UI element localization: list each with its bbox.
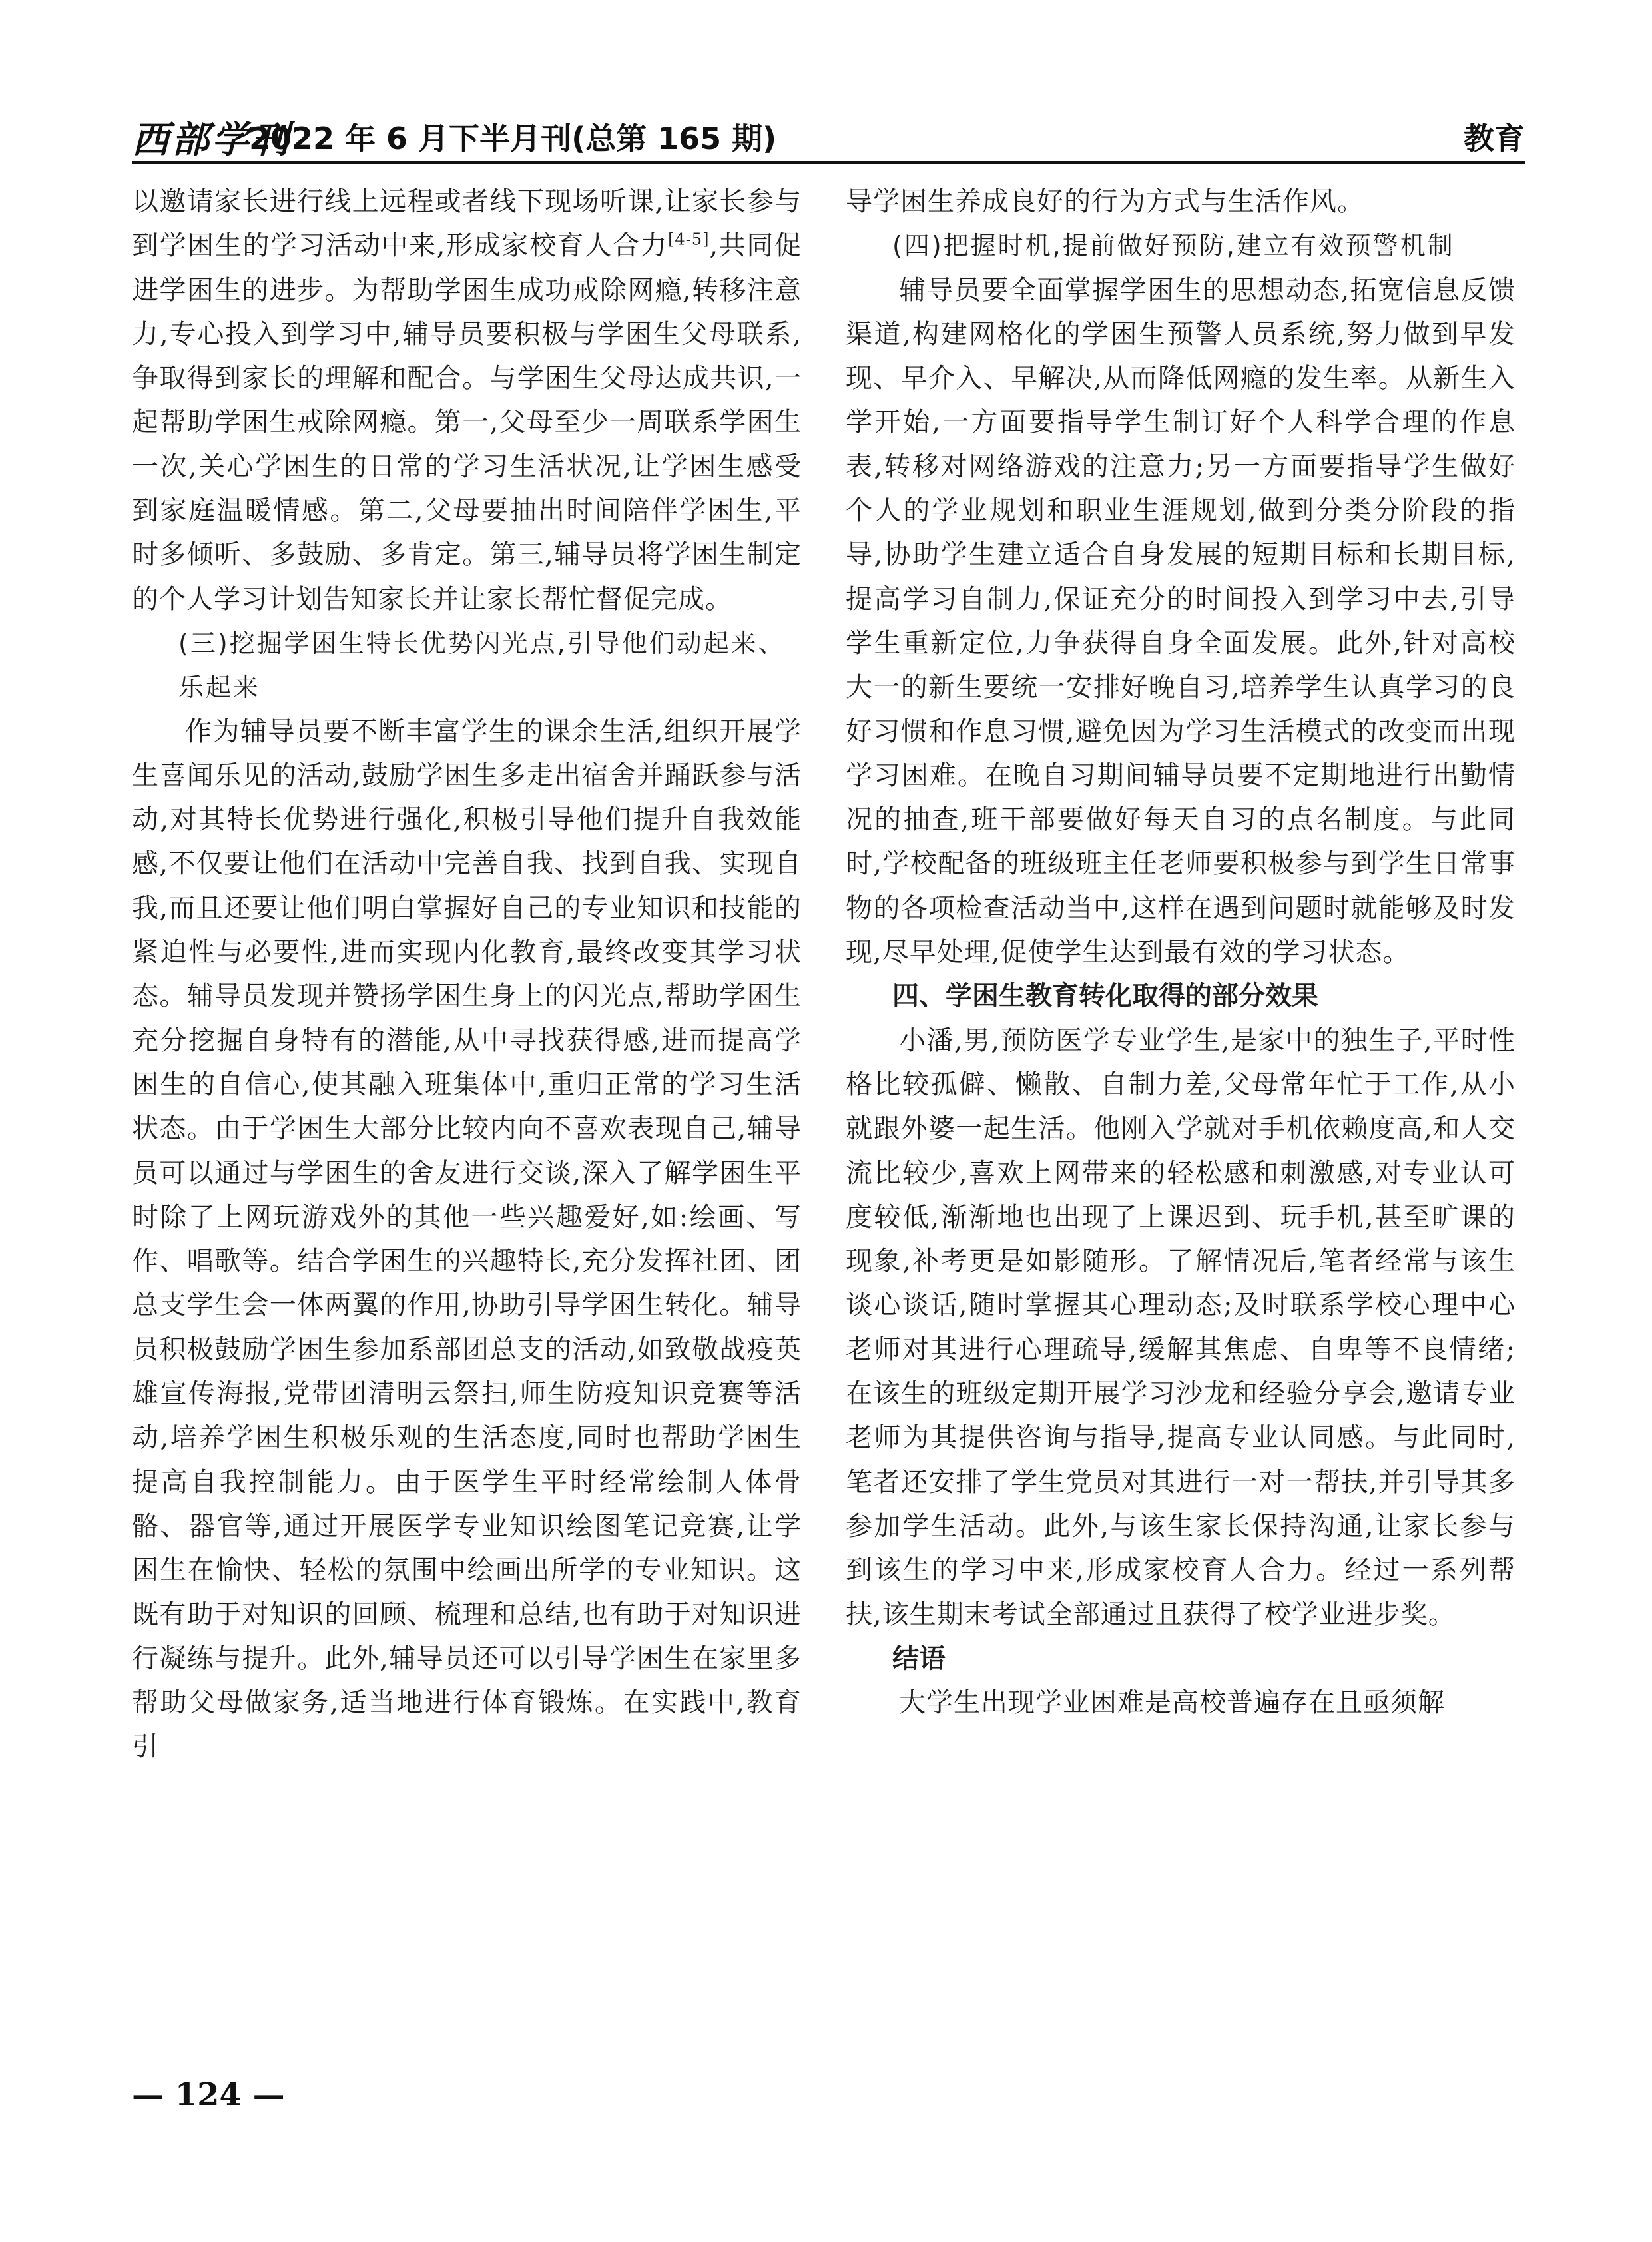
paragraph: 导学困生养成良好的行为方式与生活作风。: [846, 186, 1364, 217]
paragraph-text: 以邀请家长进行线上远程或者线下现场听课,让家长参与到学困生的学习活动中来,形成家校育人合力: [132, 186, 802, 262]
page-number: — 124 —: [132, 2076, 285, 2113]
journal-logo: 西部学刊: [132, 118, 292, 162]
section-name: 教育: [1464, 121, 1525, 156]
running-header: [132, 107, 1525, 160]
subsection-heading: (三)挖掘学困生特长优势闪光点,引导他们动起来、乐起来: [178, 628, 786, 702]
subsection-heading: (四)把握时机,提前做好预防,建立有效预警机制: [892, 231, 1455, 261]
paragraph: 大学生出现学业困难是高校普遍存在且亟须解: [899, 1687, 1445, 1719]
conclusion-heading: 结语: [892, 1643, 946, 1674]
paragraph: [132, 180, 802, 621]
section-heading: 四、学困生教育转化取得的部分效果: [892, 981, 1318, 1012]
paragraph: 作为辅导员要不断丰富学生的课余生活,组织开展学生喜闻乐见的活动,鼓励学困生多走出宿舍并踊跃参与活动,对其特长优势进行强化,积极引导他们提升自我效能感,不仅要让他们在活动中完善自我、找到自我、实现自我,而且还要让他们明白掌握好自己的专业知识和技能的紧迫性与必要性,进而实现内化教育,最终改变其学习状态。辅导员发现并赞扬学困生身上的闪光点,帮助学困生充分挖掘自身特有的潜能,从中寻找获得感,进而提高学困生的自信心,使其融入班集体中,重归正常的学习生活状态。由于学困生大部分比较内向不喜欢表现自己,辅导员可以通过与学困生的舍友进行交谈,深入了解学困生平时除了上网玩游戏外的其他一些兴趣爱好,如:绘画、写作、唱歌等。结合学困生的兴趣特长,充分发挥社团、团总支学生会一体两翼的作用,协助引导学困生转化。辅导员积极鼓励学困生参加系部团总支的活动,如致敬战疫英雄宣传海报,党带团清明云祭扫,师生防疫知识竞赛等活动,培养学困生积极乐观的生活态度,同时也帮助学困生提高自我控制能力。由于医学生平时经常绘制人体骨骼、器官等,通过开展医学专业知识绘图笔记竞赛,让学困生在愉快、轻松的氛围中绘画出所学的专业知识。这既有助于对知识的回顾、梳理和总结,也有助于对知识进行凝练与提升。此外,辅导员还可以引导学困生在家里多帮助父母做家务,适当地进行体育锻炼。在实践中,教育引: [132, 716, 802, 1763]
left-column: [132, 180, 802, 1769]
issue-info: 2022 年 6 月下半月刊(总第 165 期): [249, 121, 777, 156]
citation: [4-5]: [668, 230, 710, 249]
paragraph: 小潘,男,预防医学专业学生,是家中的独生子,平时性格比较孤僻、懒散、自制力差,父母常年忙于工作,从小就跟外婆一起生活。他刚入学就对手机依赖度高,和人交流比较少,喜欢上网带来的轻松感和刺激感,对专业认可度较低,渐渐地也出现了上课迟到、玩手机,甚至旷课的现象,补考更是如影随形。了解情况后,笔者经常与该生谈心谈话,随时掌握其心理动态;及时联系学校心理中心老师对其进行心理疏导,缓解其焦虑、自卑等不良情绪;在该生的班级定期开展学习沙龙和经验分享会,邀请专业老师为其提供咨询与指导,提高专业认同感。与此同时,笔者还安排了学生党员对其进行一对一帮扶,并引导其多参加学生活动。此外,与该生家长保持沟通,让家长参与到该生的学习中来,形成家校育人合力。经过一系列帮扶,该生期末考试全部通过且获得了校学业进步奖。: [846, 1025, 1515, 1630]
right-column: [846, 180, 1515, 1725]
header-rule: [132, 161, 1525, 164]
paragraph: 辅导员要全面掌握学困生的思想动态,拓宽信息反馈渠道,构建网格化的学困生预警人员系统,努力做到早发现、早介入、早解决,从而降低网瘾的发生率。从新生入学开始,一方面要指导学生制订好个人科学合理的作息表,转移对网络游戏的注意力;另一方面要指导学生做好个人的学业规划和职业生涯规划,做到分类分阶段的指导,协助学生建立适合自身发展的短期目标和长期目标,提高学习自制力,保证充分的时间投入到学习中去,引导学生重新定位,力争获得自身全面发展。此外,针对高校大一的新生要统一安排好晚自习,培养学生认真学习的良好习惯和作息习惯,避免因为学习生活模式的改变而出现学习困难。在晚自习期间辅导员要不定期地进行出勤情况的抽查,班干部要做好每天自习的点名制度。与此同时,学校配备的班级班主任老师要积极参与到学生日常事物的各项检查活动当中,这样在遇到问题时就能够及时发现,尽早处理,促使学生达到最有效的学习状态。: [846, 274, 1515, 968]
paragraph-text: ,共同促进学困生的进步。为帮助学困生成功戒除网瘾,转移注意力,专心投入到学习中,辅导员要积极与学困生父母联系,争取得到家长的理解和配合。与学困生父母达成共识,一起帮助学困生戒除网瘾。第一,父母至少一周联系学困生一次,关心学困生的日常的学习生活状况,让学困生感受到家庭温暖情感。第二,父母要抽出时间陪伴学困生,平时多倾听、多鼓励、多肯定。第三,辅导员将学困生制定的个人学习计划告知家长并让家长帮忙督促完成。: [132, 230, 802, 615]
